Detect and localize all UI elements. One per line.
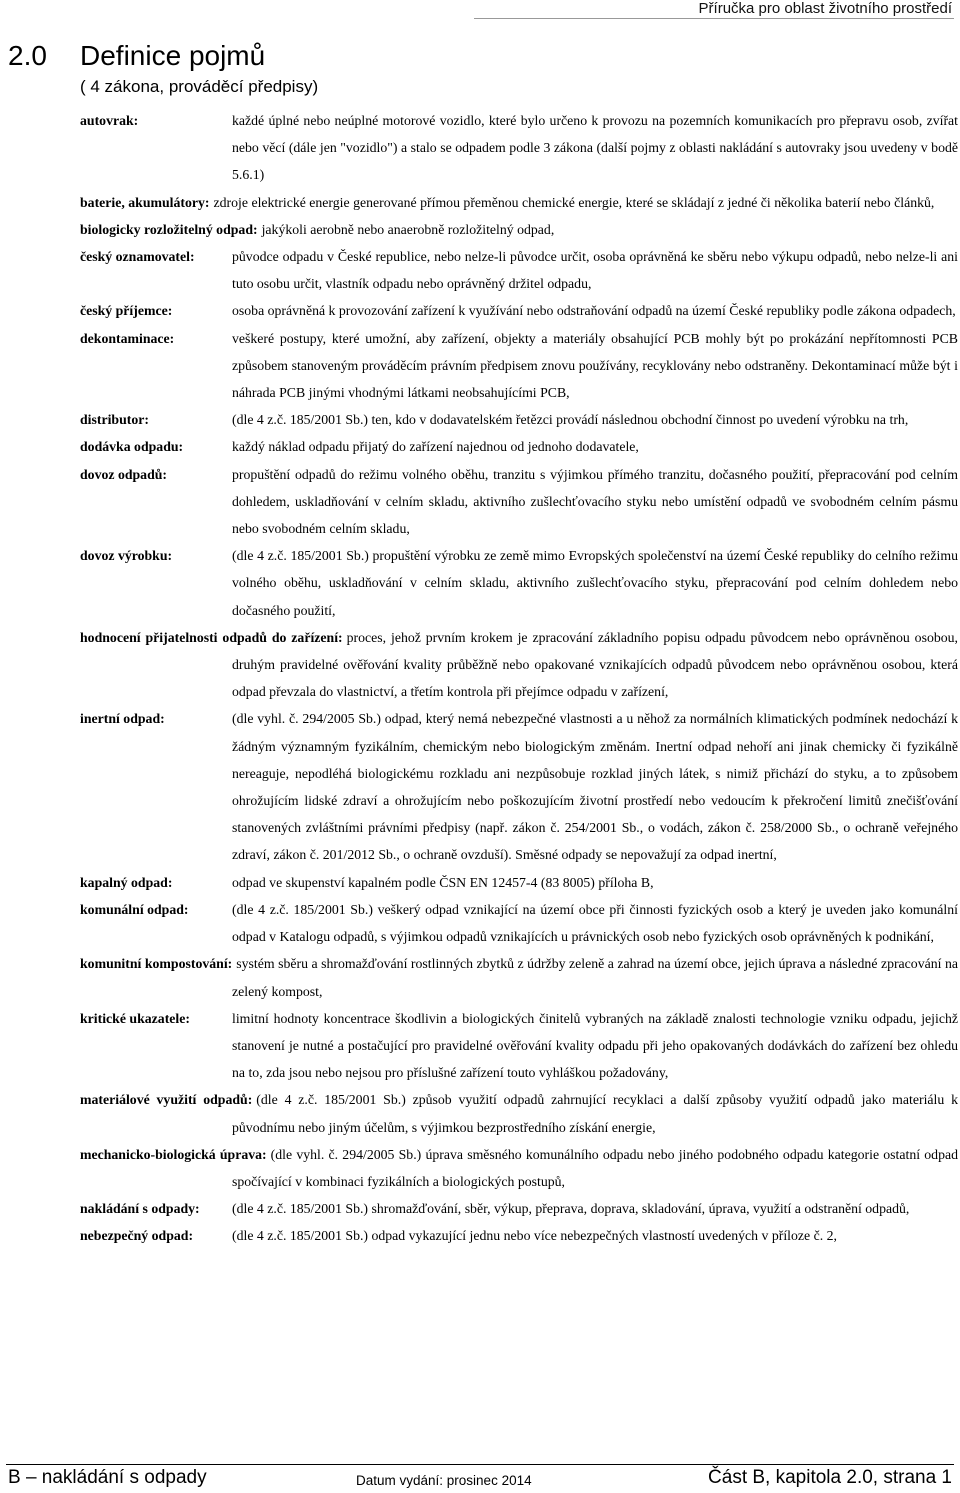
definition-entry [80,189,958,216]
definition-text: (dle vyhl. č. 294/2005 Sb.) úprava směsného komunálního odpadu nebo jiného podobného odpadu kategorie ostatní odpad spočívající v kombinaci fyzikálních a biologických postupů, [232,1146,959,1189]
definition-term: kritické ukazatele: [80,1010,190,1026]
definition-term: komunální odpad: [80,901,189,917]
footer-divider [6,1464,954,1465]
definition-term: český oznamovatel: [80,249,195,265]
definition-text: limitní hodnoty koncentrace škodlivin a biologických činitelů vybraných na základě znalosti technologie vzniku odpadu, jejichž stanovení je nutné a postačující pro pravidelné ověřování kvality odpadu při jeho opakovaných dodávkách do zařízení bez ohledu na to, zda jsou nebo nejsou pro příslušné zařízení touto vyhláškou požadovány, [232,1010,958,1081]
definition-term: dodávka odpadu: [80,439,184,455]
definition-term: komunitní kompostování: [80,956,233,972]
definition-text: propuštění odpadů do režimu volného oběhu, tranzitu s výjimkou přímého tranzitu, dočasného použití, přepracování pod celním dohledem, uskladňování v celním skladu, aktivního zušlechťovacího styku nebo umístění odpadů ve svobodném celním pásmu nebo svobodném celním skladu, [232,466,958,537]
definition-entry [80,461,958,543]
definition-entry [80,433,958,460]
definition-text: (dle 4 z.č. 185/2001 Sb.) propuštění výrobku ze země mimo Evropských společenství na území České republiky do celního režimu volného oběhu, uskladňování v celním skladu, aktivního zušlechťovacího styku, přepracování pod celním dohledem nebo dočasného použití, [232,548,958,618]
definition-entry [80,1222,958,1249]
definition-text: systém sběru a shromažďování rostlinných zbytků z údržby zeleně a zahrad na území obce, jejich úprava a následné zpracování na zelený kompost, [232,956,958,999]
header-divider [474,18,954,19]
definition-text: (dle 4 z.č. 185/2001 Sb.) odpad vykazující jednu nebo více nebezpečných vlastností uvedených v příloze č. 2, [232,1228,837,1244]
definition-entry [80,1195,958,1222]
definition-term: baterie, akumulátory: [80,194,210,210]
definition-entry [80,896,958,950]
definition-entry [80,325,958,407]
definition-entry [80,869,958,896]
footer-issue-date: Datum vydání: prosinec 2014 [356,1473,532,1488]
definition-term: mechanicko-biologická úprava: [80,1146,267,1162]
definition-entry [80,624,958,706]
definition-text: původce odpadu v České republice, nebo nelze-li původce určit, osoba oprávněná ke sběru nebo výkupu odpadů, nebo nelze-li ani tuto osobu určit, vlastník odpadu nebo oprávněný držitel odpadu, [232,249,958,292]
definition-entry [80,950,958,1004]
footer-page-reference: Část B, kapitola 2.0, strana 1 [708,1467,952,1488]
definition-term: nebezpečný odpad: [80,1228,194,1244]
definition-term: hodnocení přijatelnosti odpadů do zařízení: [80,629,343,645]
definition-text: (dle 4 z.č. 185/2001 Sb.) shromažďování, sběr, výkup, přeprava, doprava, skladování, úprava, využití a odstranění odpadů, [232,1201,910,1217]
definition-text: osoba oprávněná k provozování zařízení k využívání nebo odstraňování odpadů na území České republiky podle zákona odpadech, [232,303,956,319]
definition-entry [80,1005,958,1087]
definition-text: jakýkoli aerobně nebo anaerobně rozložitelný odpad, [261,221,555,237]
definition-text: proces, jehož prvním krokem je zpracování základního popisu odpadu původcem nebo oprávněnou osobou, druhým pravidelné ověřování kvality průběžně nebo opakované vznikajících odpadů původcem nebo oprávněnou osobou, která odpad převzala do vlastnictví, a třetím kontrola při přejímce odpadu v zařízení, [232,629,958,700]
definition-term: autovrak: [80,113,139,128]
definition-entry [80,542,958,624]
definition-text: (dle 4 z.č. 185/2001 Sb.) veškerý odpad vznikající na území obce při činnosti fyzických osob a který je uveden jako komunální odpad v Katalogu odpadů, s výjimkou odpadů vznikajících u právnických osob nebo fyzických osob oprávněných k podnikání, [232,901,958,945]
definition-text: (dle 4 z.č. 185/2001 Sb.) způsob využití odpadů zahrnující recyklaci a další způsoby využití odpadů jako materiálu k původnímu nebo jiným účelům, s výjimkou bezprostředního získání energie, [232,1092,958,1135]
definition-term: český příjemce: [80,303,173,319]
definition-entry [80,297,958,324]
definition-text: (dle vyhl. č. 294/2005 Sb.) odpad, který nemá nebezpečné vlastnosti a u něhož za normálních klimatických podmínek nedochází k žádným významným fyzikálním, chemickým nebo biologickým změnám. Inertní odpad nehoří ani jinak chemicky či fyzikálně nereaguje, nepodléhá biologickému rozkladu ani nezpůsobuje rozklad jiných látek, s nimiž přichází do styku, a to způsobem ohrožujícím lidské zdraví a ohrožujícím nebo poškozujícím životní prostředí nebo vedoucím k překročení limitů znečišťování stanovených zvláštními právními předpisy (např. zákon č. 254/2001 Sb., o vodách, zákon č. 258/2000 Sb., o ochraně veřejného zdraví, zákon č. 201/2012 Sb., o ochraně ovzduší). Směsné odpady se nepovažují za odpad inertní, [232,711,958,863]
definition-entry [80,107,958,189]
section-title: Definice pojmů [80,40,266,71]
definition-text: každý náklad odpadu přijatý do zařízení najednou od jednoho dodavatele, [232,439,639,455]
definitions-list [80,107,958,1250]
definition-entry [80,705,958,868]
definition-term: materiálové využití odpadů: [80,1092,253,1108]
section-subtitle: ( 4 zákona, prováděcí předpisy) [80,77,319,96]
definition-term: kapalný odpad: [80,874,173,890]
definition-term: dovoz odpadů: [80,466,168,482]
definition-term: distributor: [80,412,149,428]
definition-entry [80,243,958,297]
section-heading [8,40,265,72]
definition-text: zdroje elektrické energie generované přímou přeměnou chemické energie, které se skládají z jedné či několika baterií nebo článků, [213,194,935,210]
definition-text: veškeré postupy, které umožní, aby zařízení, objekty a materiály obsahující PCB mohly být po prokázání nepřítomnosti PCB způsobem stanoveným prováděcím právním předpisem znovu používány, recyklovány nebo odstraněny. Dekontaminací může být i náhrada PCB jinými vhodnými látkami neobsahujícími PCB, [232,330,958,401]
definition-text: odpad ve skupenství kapalném podle ČSN EN 12457-4 (83 8005) příloha B, [232,874,654,890]
definition-entry [80,1141,958,1195]
definition-term: dovoz výrobku: [80,548,173,564]
definition-term: biologicky rozložitelný odpad: [80,221,258,237]
definition-term: nakládání s odpady: [80,1201,200,1217]
definition-entry [80,216,958,243]
definition-term: dekontaminace: [80,330,175,346]
definition-entry [80,406,958,433]
definition-text: (dle 4 z.č. 185/2001 Sb.) ten, kdo v dodavatelském řetězci provádí následnou obchodní činnost po uvedení výrobku na trh, [232,412,909,428]
section-number: 2.0 [8,40,47,71]
definition-text: každé úplné nebo neúplné motorové vozidlo, které bylo určeno k provozu na pozemních komunikacích pro přepravu osob, zvířat nebo věcí (dále jen "vozidlo") a stalo se odpadem podle 3 zákona (další pojmy z oblasti nakládání s autovraky jsou uvedeny v bodě 5.6.1) [232,113,958,183]
definition-entry [80,1086,958,1140]
footer-section-label: B – nakládání s odpady [8,1467,207,1488]
definition-term: inertní odpad: [80,711,165,727]
document-header-title: Příručka pro oblast životního prostředí [698,0,952,17]
